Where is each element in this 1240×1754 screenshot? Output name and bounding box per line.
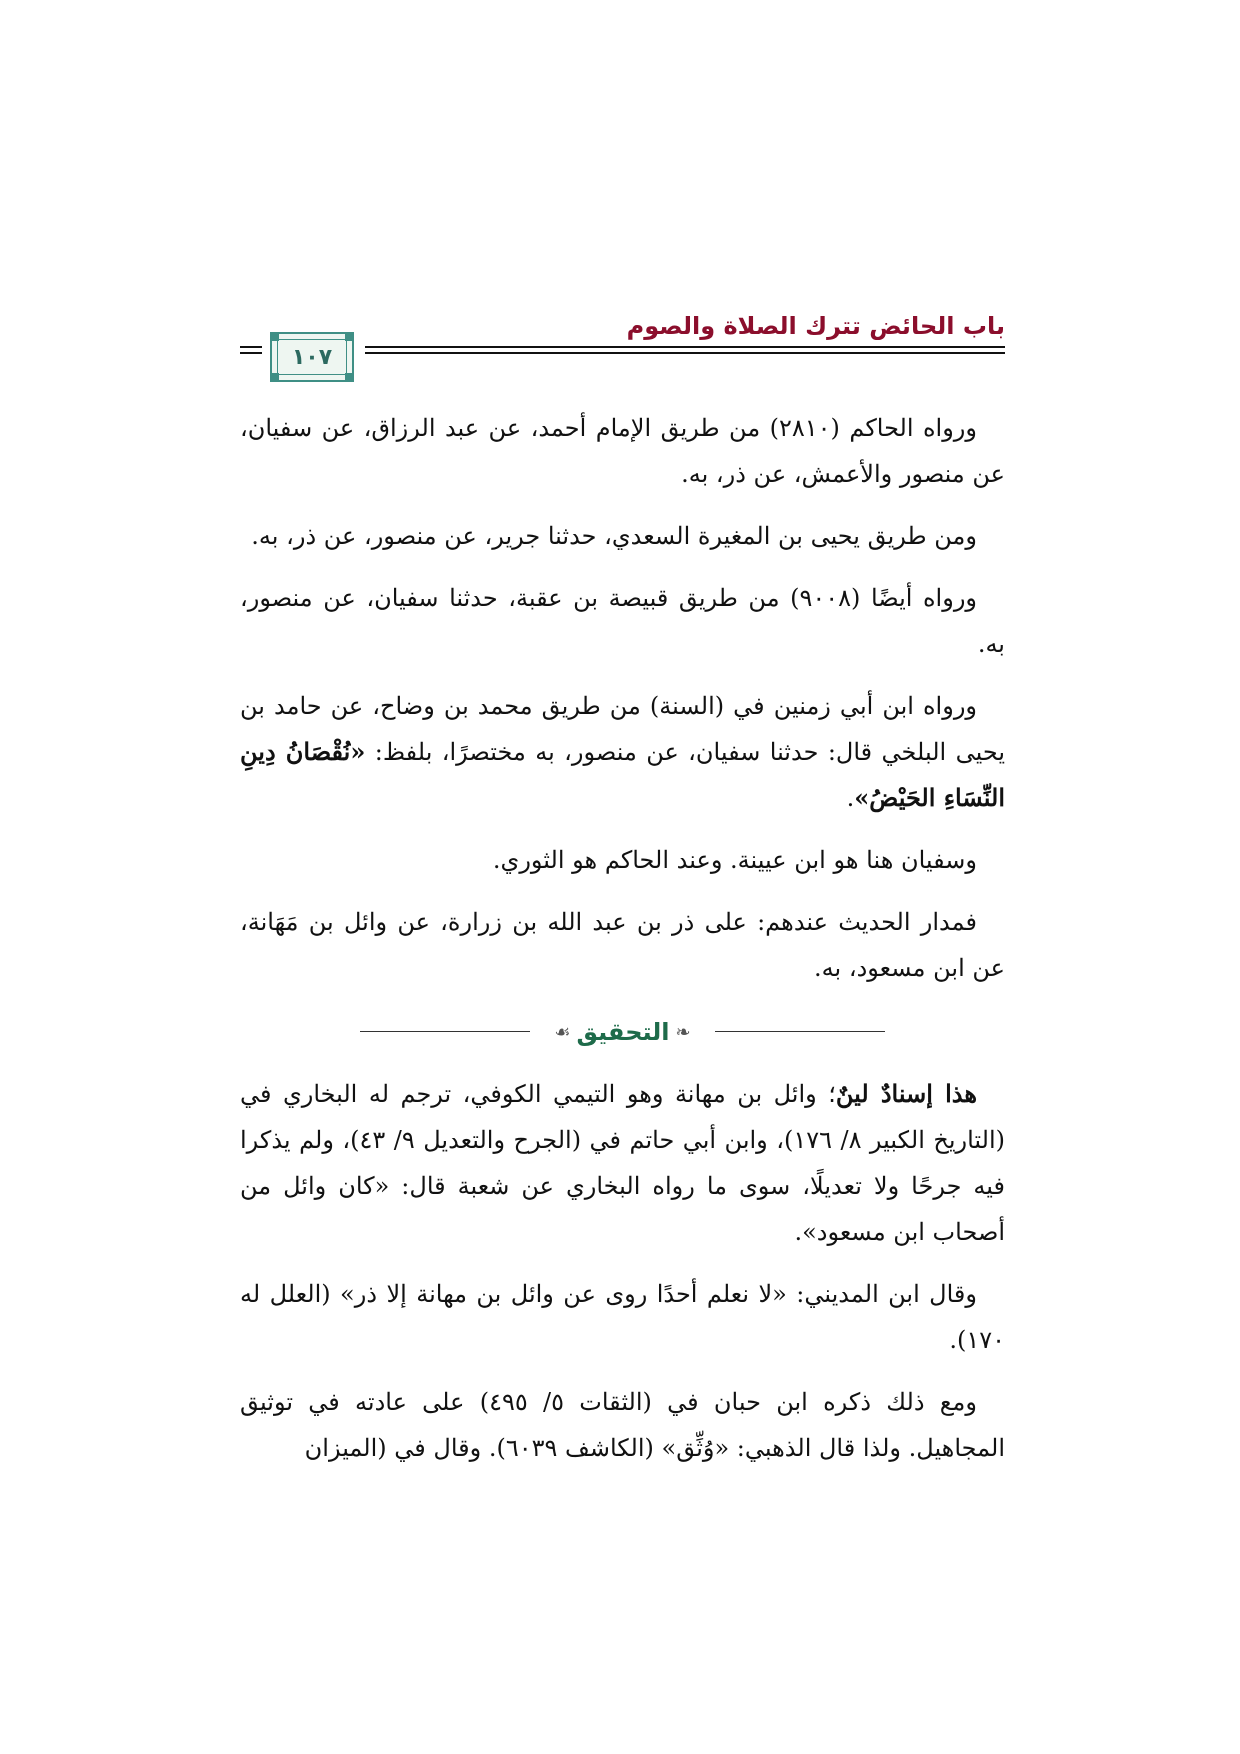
paragraph-text: ؛ وائل بن مهانة وهو التيمي الكوفي، ترجم له البخاري في (التاريخ الكبير ٨/ ١٧٦)، وابن أبي حاتم في (الجرح والتعديل ٩/ ٤٣)، ولم يذكرا فيه جرحًا ولا تعديلًا، سوى ما رواه البخاري عن شعبة قال: «كان وائل من أصحاب ابن مسعود». <box>240 1080 1005 1246</box>
page-number-frame <box>270 332 354 382</box>
paragraph: وسفيان هنا هو ابن عيينة. وعند الحاكم هو الثوري. <box>492 846 977 874</box>
paragraph: ومن طريق يحيى بن المغيرة السعدي، حدثنا جرير، عن منصور، عن ذر، به. <box>251 522 977 550</box>
header-rule-left-2 <box>240 352 262 354</box>
divider-line <box>715 1031 885 1032</box>
quote-end: . <box>846 784 855 812</box>
paragraph: وقال ابن المديني: «لا نعلم أحدًا روى عن وائل بن مهانة إلا ذر» (العلل له ١٧٠). <box>240 1280 1005 1354</box>
page-body <box>240 405 1005 1487</box>
tahqiq-paragraph <box>240 1071 1005 1255</box>
paragraph: ورواه الحاكم (٢٨١٠) من طريق الإمام أحمد، عن عبد الرزاق، عن سفيان، عن منصور والأعمش، عن ذر، به. <box>240 414 1005 488</box>
header-rule-right <box>365 346 1005 348</box>
divider-line <box>360 1031 530 1032</box>
paragraph: ورواه أيضًا (٩٠٠٨) من طريق قبيصة بن عقبة، حدثنا سفيان، عن منصور، به. <box>240 584 1005 658</box>
header-rule-right-2 <box>365 352 1005 354</box>
page-number: ١٠٧ <box>291 344 333 370</box>
section-divider <box>240 1007 1005 1057</box>
paragraph-text: ورواه ابن أبي زمنين في (السنة) من طريق محمد بن وضاح، عن حامد بن يحيى البلخي قال: حدثنا سفيان، عن منصور، به مختصرًا، بلفظ: <box>240 692 1005 766</box>
ornament-icon: ❧ <box>675 1021 691 1043</box>
paragraph: ومع ذلك ذكره ابن حبان في (الثقات ٥/ ٤٩٥) على عادته في توثيق المجاهيل. ولذا قال الذهبي: «وُثِّق» (الكاشف ٦٠٣٩). وقال في (الميزان <box>240 1388 1005 1462</box>
chapter-title: باب الحائض تترك الصلاة والصوم <box>626 312 1005 340</box>
ornament-icon: ☙ <box>554 1021 571 1043</box>
hadith-quote: «نُقْصَانُ دِينِ النِّسَاءِ الحَيْضُ» <box>240 737 1005 812</box>
header-rule-left <box>240 346 262 348</box>
paragraph: فمدار الحديث عندهم: على ذر بن عبد الله بن زرارة، عن وائل بن مَهَانة، عن ابن مسعود، به. <box>240 908 1005 982</box>
paragraph-with-quote <box>240 683 1005 821</box>
section-title: التحقيق <box>576 1018 670 1046</box>
page-header <box>240 312 1005 392</box>
bold-lead: هذا إسنادٌ لينٌ <box>835 1079 977 1108</box>
